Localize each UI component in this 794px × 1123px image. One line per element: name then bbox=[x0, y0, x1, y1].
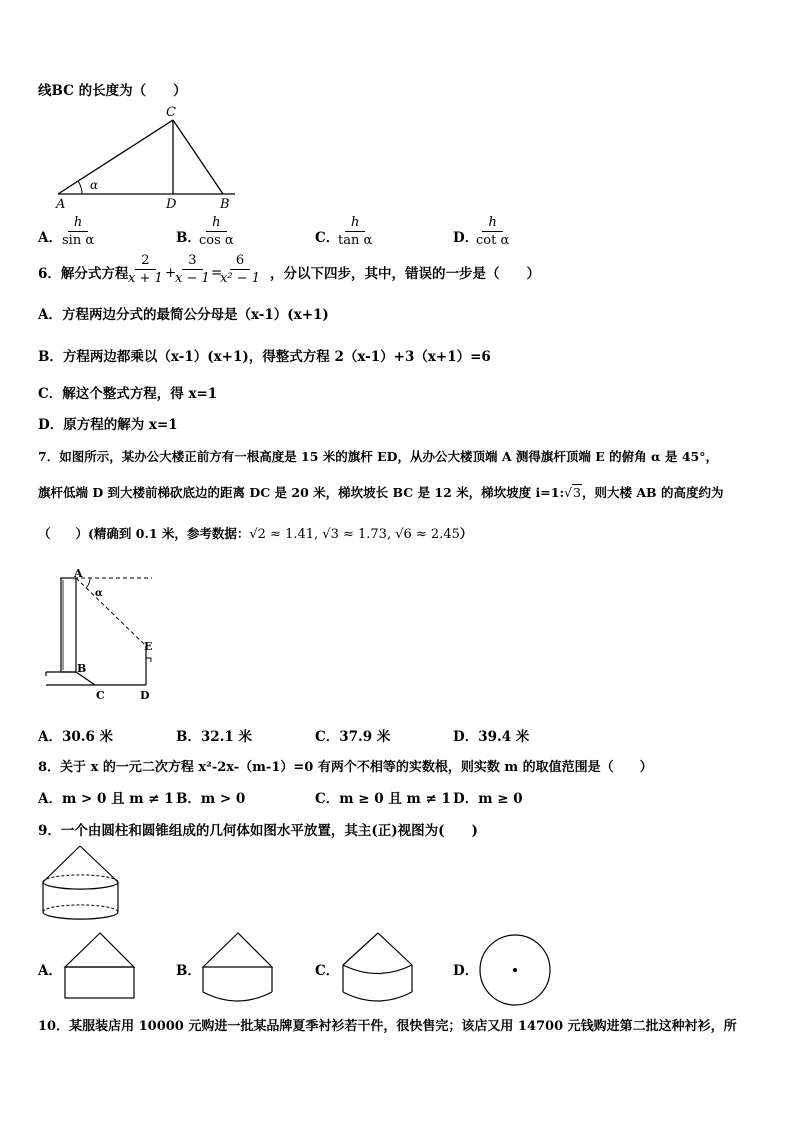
q6-plus: + bbox=[165, 265, 177, 281]
q5-option-d-fraction bbox=[476, 215, 509, 248]
q6-equals: = bbox=[211, 265, 223, 281]
q7-line-1: 7．如图所示，某办公大楼正前方有一根高度是 15 米的旗杆 ED，从办公大楼顶端 A 测得旗杆顶端 E 的俯角 α 是 45°， bbox=[38, 449, 718, 464]
q7-label-d: D bbox=[140, 689, 150, 702]
q5-option-d-num: h bbox=[482, 215, 502, 232]
q6-option-c: C．解这个整式方程，得 x=1 bbox=[38, 386, 218, 402]
q7-building-figure bbox=[40, 568, 165, 704]
q7-line-3-start: （ ）(精确到 0.1 米，参考数据： bbox=[38, 526, 250, 541]
q6-stem-tail: ，分以下四步，其中，错误的一步是（ ） bbox=[270, 266, 540, 282]
q6-frac2-den: x − 1 bbox=[175, 271, 210, 286]
q5-label-a: A bbox=[56, 197, 66, 210]
q5-label-b: B bbox=[220, 197, 230, 210]
q8-option-d: D．m ≥ 0 bbox=[453, 791, 523, 807]
q6-option-d: D．原方程的解为 x=1 bbox=[38, 417, 178, 433]
q8-option-b: B．m > 0 bbox=[176, 791, 246, 807]
q9-option-c-shape bbox=[340, 930, 416, 1008]
q7-label-b: B bbox=[77, 662, 87, 675]
q5-label-alpha: α bbox=[90, 178, 99, 192]
q9-option-c-letter: C． bbox=[315, 963, 340, 979]
q7-option-a: A．30.6 米 bbox=[38, 729, 114, 745]
q6-fraction-1 bbox=[128, 253, 163, 286]
q5-option-c-fraction bbox=[338, 215, 372, 248]
q7-label-c: C bbox=[96, 689, 105, 702]
q7-line-2: 旗杆低端 D 到大楼前梯砍底边的距离 DC 是 20 米，梯坎坡长 BC 是 12 米，梯坎坡度 i=1:√3，则大楼 AB 的高度约为 bbox=[38, 485, 724, 500]
q7-option-b: B．32.1 米 bbox=[176, 729, 252, 745]
q5-stem: 线BC 的长度为（ ） bbox=[38, 83, 187, 99]
q6-option-b: B．方程两边都乘以（x-1）(x+1)，得整式方程 2（x-1）+3（x+1）=6 bbox=[38, 349, 491, 365]
q7-slope-sqrt-value: 3 bbox=[573, 485, 581, 500]
q10-stem: 10．某服装店用 10000 元购进一批某品牌夏季衬衫若干件，很快售完；该店又用 14700 元钱购进第二批这种衬衫，所 bbox=[38, 1019, 737, 1034]
q9-option-a-letter: A． bbox=[38, 963, 62, 979]
q9-solid-figure bbox=[40, 842, 122, 924]
q7-label-a: A bbox=[74, 568, 83, 580]
q6-frac1-den: x + 1 bbox=[128, 271, 163, 286]
q5-option-a-fraction bbox=[62, 215, 94, 248]
q5-option-d-den: cot α bbox=[476, 233, 510, 248]
q6-fraction-2 bbox=[175, 253, 210, 286]
q7-line-3 bbox=[38, 525, 472, 544]
q7-line-2-end: ，则大楼 AB 的高度约为 bbox=[582, 485, 724, 500]
q9-option-d-letter: D． bbox=[453, 963, 479, 979]
q8-stem: 8．关于 x 的一元二次方程 x²-2x-（m-1）=0 有两个不相等的实数根，则实数 m 的取值范围是（ ） bbox=[38, 760, 653, 775]
q9-option-b-shape bbox=[200, 930, 276, 1006]
q6-frac3-den: x² − 1 bbox=[220, 271, 260, 286]
q7-option-d: D．39.4 米 bbox=[453, 729, 530, 745]
q8-option-a: A．m > 0 且 m ≠ 1 bbox=[38, 791, 174, 807]
q5-option-b-letter: B． bbox=[176, 230, 201, 246]
q5-option-c-letter: C． bbox=[315, 230, 340, 246]
q7-label-alpha: α bbox=[95, 588, 103, 599]
q5-option-a-den: sin α bbox=[62, 233, 95, 248]
q5-option-c-den: tan α bbox=[338, 233, 373, 248]
q5-label-d: D bbox=[166, 197, 177, 210]
q5-option-c-num: h bbox=[345, 215, 365, 232]
q7-label-e: E bbox=[144, 640, 153, 653]
q6-frac1-num: 2 bbox=[135, 253, 155, 270]
q8-option-c: C．m ≥ 0 且 m ≠ 1 bbox=[315, 791, 451, 807]
q5-label-c: C bbox=[166, 105, 176, 120]
q7-line-3-end: ） bbox=[459, 526, 473, 541]
q9-option-d-shape bbox=[478, 933, 554, 1009]
q5-option-a-letter: A． bbox=[38, 230, 62, 246]
q9-stem: 9．一个由圆柱和圆锥组成的几何体如图水平放置，其主(正)视图为( ) bbox=[38, 823, 478, 839]
q9-option-b-letter: B． bbox=[176, 963, 201, 979]
q9-option-a-shape bbox=[62, 930, 138, 1002]
q6-frac3-num: 6 bbox=[230, 253, 250, 270]
q5-option-b-den: cos α bbox=[199, 233, 234, 248]
q6-frac2-num: 3 bbox=[182, 253, 202, 270]
q6-fraction-3 bbox=[220, 253, 260, 286]
q5-option-a-num: h bbox=[68, 215, 88, 232]
q5-triangle-figure bbox=[40, 102, 240, 210]
q7-reference-data: √2 ≈ 1.41, √3 ≈ 1.73, √6 ≈ 2.45 bbox=[249, 527, 460, 542]
q6-option-a: A．方程两边分式的最简公分母是（x-1）(x+1) bbox=[38, 307, 329, 323]
q5-option-b-num: h bbox=[206, 215, 226, 232]
q5-option-d-letter: D． bbox=[453, 230, 479, 246]
q5-option-b-fraction bbox=[199, 215, 234, 248]
q7-option-c: C．37.9 米 bbox=[315, 729, 391, 745]
q7-line-2-start: 旗杆低端 D 到大楼前梯砍底边的距离 DC 是 20 米，梯坎坡长 BC 是 12 米，梯坎坡度 i=1: bbox=[38, 485, 565, 500]
q6-number: 6．解分式方程 bbox=[38, 266, 129, 282]
